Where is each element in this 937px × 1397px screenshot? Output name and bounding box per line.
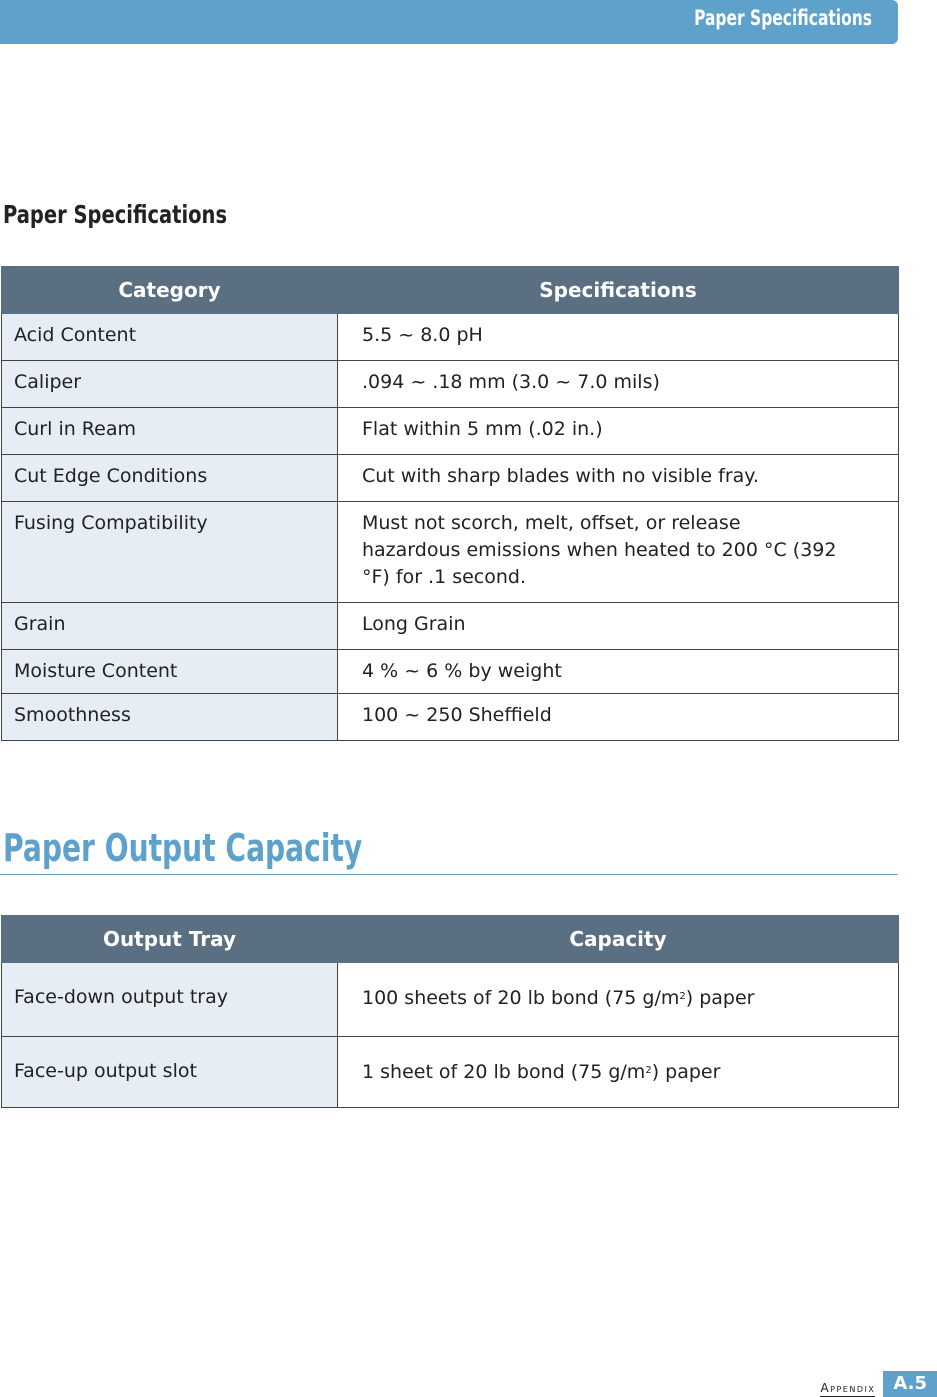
category-cell: Acid Content (2, 314, 338, 361)
table-row (2, 455, 899, 502)
table-row (2, 603, 899, 650)
category-cell: Caliper (2, 361, 338, 408)
output-tray-cell: Face-down output tray (2, 963, 338, 1037)
superscript: 2 (679, 991, 686, 1002)
column-header-specifications: Specifications (338, 267, 899, 314)
heading-divider (0, 874, 898, 875)
capacity-text-suffix: ) paper (685, 987, 755, 1009)
category-cell: Grain (2, 603, 338, 650)
column-header-output-tray: Output Tray (2, 916, 338, 963)
category-cell: Smoothness (2, 694, 338, 741)
table-row (2, 314, 899, 361)
output-tray-cell: Face-up output slot (2, 1037, 338, 1108)
page-footer (820, 1371, 937, 1397)
section-heading-paper-specifications: Paper Specifications (3, 200, 228, 229)
paper-specifications-table (1, 266, 899, 741)
specification-cell: .094 ~ .18 mm (3.0 ~ 7.0 mils) (338, 361, 899, 408)
table-header-row (2, 267, 899, 314)
header-banner (0, 0, 898, 44)
table-row (2, 650, 899, 694)
category-cell: Cut Edge Conditions (2, 455, 338, 502)
appendix-label: Appendix (820, 1381, 876, 1395)
specification-cell: Flat within 5 mm (.02 in.) (338, 408, 899, 455)
column-header-capacity: Capacity (338, 916, 899, 963)
table-row (2, 963, 899, 1037)
table-row (2, 694, 899, 741)
category-cell: Curl in Ream (2, 408, 338, 455)
banner-title: Paper Specifications (694, 6, 872, 30)
capacity-text: 100 sheets of 20 lb bond (75 g/m (362, 987, 680, 1009)
specification-cell: Cut with sharp blades with no visible fray. (338, 455, 899, 502)
paper-output-capacity-table (1, 915, 899, 1108)
section-heading-paper-output-capacity: Paper Output Capacity (3, 826, 363, 870)
specification-cell: 4 % ~ 6 % by weight (338, 650, 899, 694)
page-number: A.5 (883, 1371, 937, 1397)
capacity-text-suffix: ) paper (651, 1061, 721, 1083)
specification-cell: 100 ~ 250 Sheffield (338, 694, 899, 741)
specification-cell: Must not scorch, melt, offset, or release hazardous emissions when heated to 200 °C (392 °F) for .1 second. (338, 502, 899, 603)
table-row (2, 502, 899, 603)
specification-cell: Long Grain (338, 603, 899, 650)
specification-cell: 5.5 ~ 8.0 pH (338, 314, 899, 361)
table-row (2, 361, 899, 408)
category-cell: Fusing Compatibility (2, 502, 338, 603)
superscript: 2 (645, 1065, 652, 1076)
table-row (2, 1037, 899, 1108)
table-row (2, 408, 899, 455)
capacity-cell (338, 1037, 899, 1108)
column-header-category: Category (2, 267, 338, 314)
category-cell: Moisture Content (2, 650, 338, 694)
table-header-row (2, 916, 899, 963)
capacity-cell (338, 963, 899, 1037)
capacity-text: 1 sheet of 20 lb bond (75 g/m (362, 1061, 646, 1083)
